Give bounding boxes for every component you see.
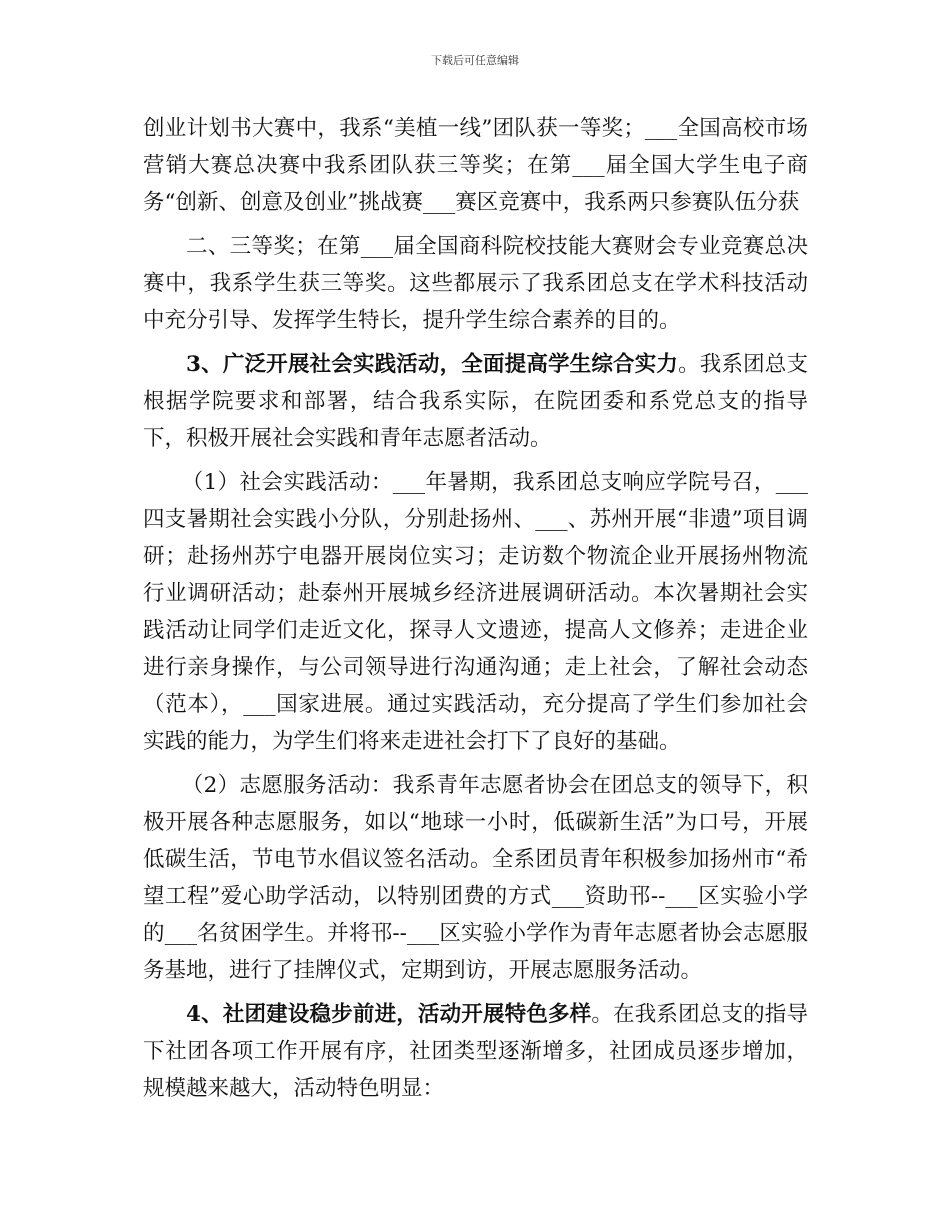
paragraph-volunteer-service: （2）志愿服务活动：我系青年志愿者协会在团总支的领导下，积极开展各种志愿服务，如以“地球一小时，低碳新生活”为口号，开展低碳生活，节电节水倡议签名活动。全系团员青年积极参加扬州市“希望工程”爱心助学活动，以特别团费的方式___资助邗--___区实验小学的___名贫困学生。并将邗--___区实验小学作为青年志愿者协会志愿服务基地，进行了挂牌仪式，定期到访，开展志愿服务活动。 <box>143 773 808 983</box>
paragraph-3 <box>143 346 808 457</box>
section-4-heading: 4、社团建设稳步前进，活动开展特色多样 <box>186 1002 592 1027</box>
page-header: 下载后可任意编辑 <box>431 54 519 67</box>
paragraph-2: 二、三等奖；在第___届全国商科院校技能大赛财会专业竞赛总决赛中，我系学生获三等奖。这些都展示了我系团总支在学术科技活动中充分引导、发挥学生特长，提升学生综合素养的目的。 <box>143 234 808 333</box>
paragraph-social-practice: （1）社会实践活动：___年暑期，我系团总支响应学院号召，___四支暑期社会实践小分队，分别赴扬州、___、苏州开展“非遗”项目调研；赴扬州苏宁电器开展岗位实习；走访数个物流企业开展扬州物流行业调研活动；赴泰州开展城乡经济进展调研活动。本次暑期社会实践活动让同学们走近文化，探寻人文遗迹，提高人文修养；走进企业进行亲身操作，与公司领导进行沟通沟通；走上社会，了解社会动态（范本），___国家进展。通过实践活动，充分提高了学生们参加社会实践的能力，为学生们将来走进社会打下了良好的基础。 <box>143 470 808 754</box>
section-4-text: 。在我系团总支的指导下社团各项工作开展有序，社团类型逐渐增多，社团成员逐步增加，规模越来越大，活动特色明显： <box>143 1002 808 1101</box>
paragraph-1: 创业计划书大赛中，我系“美植一线”团队获一等奖；___全国高校市场营销大赛总决赛中我系团队获三等奖；在第___届全国大学生电子商务“创新、创意及创业”挑战赛___赛区竞赛中，我系两只参赛队伍分获 <box>143 116 808 215</box>
section-3-text: 。我系团总支根据学院要求和部署，结合我系实际，在院团委和系党总支的指导下，积极开展社会实践和青年志愿者活动。 <box>143 352 808 451</box>
document-body <box>143 110 808 1114</box>
paragraph-4 <box>143 996 808 1107</box>
section-3-heading: 3、广泛开展社会实践活动，全面提高学生综合实力 <box>186 352 679 377</box>
